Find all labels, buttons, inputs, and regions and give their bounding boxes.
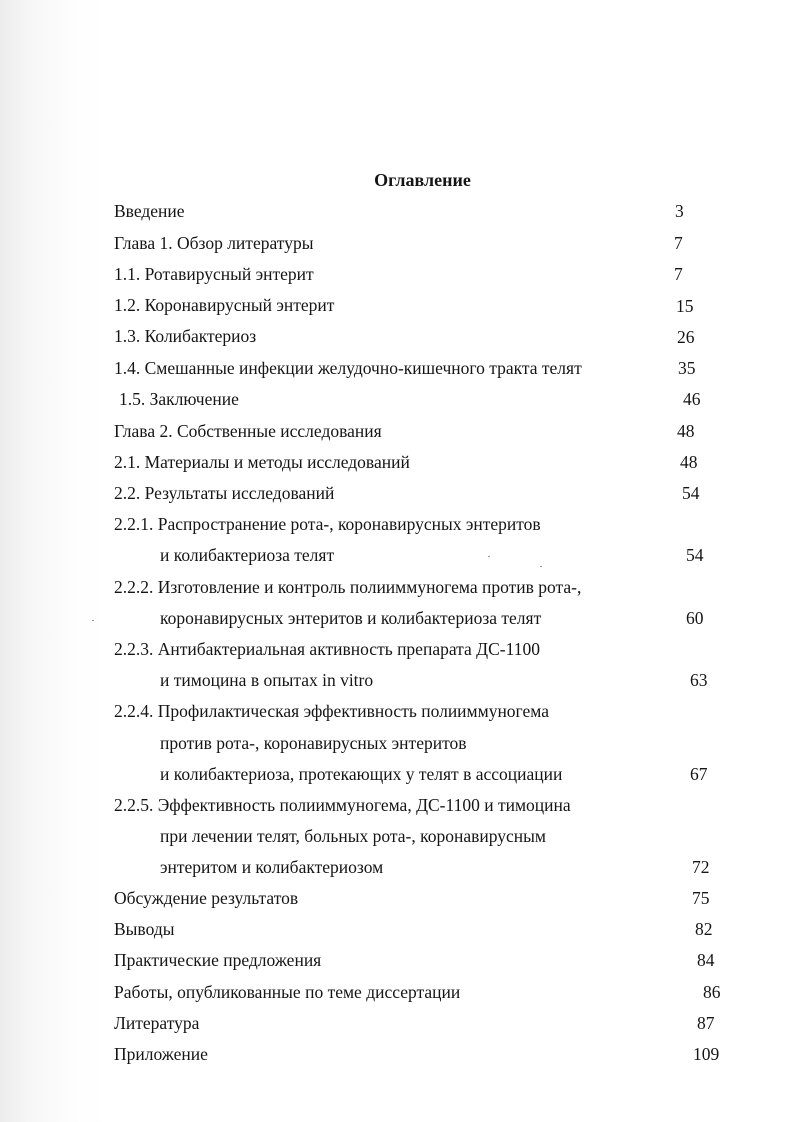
scan-speck	[488, 556, 490, 557]
toc-entry-text: 1.5. Заключение	[119, 389, 239, 409]
toc-entry-text: Обсуждение результатов	[114, 888, 299, 908]
toc-entry-text: 1.3. Колибактериоз	[114, 326, 257, 346]
toc-entry-text: коронавирусных энтеритов и колибактериоза телят	[160, 608, 542, 628]
scan-speck	[92, 620, 94, 621]
toc-entry-text: Введение	[114, 201, 185, 221]
toc-entry-text: 2.1. Материалы и методы исследований	[114, 452, 410, 472]
toc-page-number: 67	[690, 764, 708, 784]
toc-entry-text: против рота-, коронавирусных энтеритов	[160, 733, 467, 753]
toc-entry-text: 1.1. Ротавирусный энтерит	[114, 264, 314, 284]
toc-page-number: 60	[686, 608, 704, 628]
toc-page-number: 54	[682, 483, 700, 503]
toc-entry-text: при лечении телят, больных рота-, коронавирусным	[160, 826, 546, 846]
toc-page-number: 26	[677, 327, 695, 347]
toc-page-number: 54	[686, 545, 704, 565]
toc-entry-text: и колибактериоза телят	[160, 545, 335, 565]
toc-entry-text: энтеритом и колибактериозом	[160, 857, 384, 877]
scan-speck	[540, 566, 542, 567]
toc-entry-text: 2.2. Результаты исследований	[114, 483, 335, 503]
toc-page-number: 7	[674, 233, 683, 253]
toc-page-number: 82	[695, 919, 713, 939]
toc-entry-text: 2.2.3. Антибактериальная активность препарата ДС-1100	[114, 639, 540, 659]
toc-entry-text: 2.2.4. Профилактическая эффективность полииммуногема	[114, 701, 549, 721]
toc-entry-text: 1.2. Коронавирусный энтерит	[114, 295, 335, 315]
toc-entry-text: Глава 2. Собственные исследования	[114, 421, 382, 441]
toc-page-number: 3	[675, 201, 684, 221]
toc-page-number: 35	[678, 358, 696, 378]
toc-entry-text: Выводы	[114, 919, 175, 939]
toc-entry-text: Практические предложения	[114, 950, 322, 970]
toc-page-number: 72	[692, 857, 710, 877]
toc-page-number: 15	[676, 296, 694, 316]
toc-entry-text: 2.2.1. Распространение рота-, коронавирусных энтеритов	[114, 514, 541, 534]
toc-entry-text: Приложение	[114, 1044, 208, 1064]
toc-entry-text: 2.2.5. Эффективность полииммуногема, ДС-1100 и тимоцина	[114, 795, 571, 815]
toc-title: Оглавление	[374, 170, 471, 190]
toc-page-number: 46	[683, 389, 701, 409]
toc-entry-text: Работы, опубликованные по теме диссертации	[114, 982, 461, 1002]
toc-entry-text: Литература	[114, 1013, 200, 1033]
toc-entry-text: Глава 1. Обзор литературы	[114, 233, 314, 253]
toc-page-number: 84	[697, 950, 715, 970]
toc-entry-text: и колибактериоза, протекающих у телят в ассоциации	[160, 764, 563, 784]
toc-page-number: 75	[692, 888, 710, 908]
toc-page-number: 87	[697, 1013, 715, 1033]
toc-page-number: 7	[674, 264, 683, 284]
toc-page-number: 109	[693, 1044, 720, 1064]
toc-page-number: 48	[680, 452, 698, 472]
toc-entry-text: и тимоцина в опытах in vitro	[160, 670, 374, 690]
toc-page-number: 63	[690, 670, 708, 690]
toc-entry-text: 1.4. Смешанные инфекции желудочно-кишечного тракта телят	[114, 358, 582, 378]
toc-page-number: 86	[703, 982, 721, 1002]
toc-entry-text: 2.2.2. Изготовление и контроль полииммуногема против рота-,	[114, 577, 582, 597]
toc-page-number: 48	[677, 421, 695, 441]
